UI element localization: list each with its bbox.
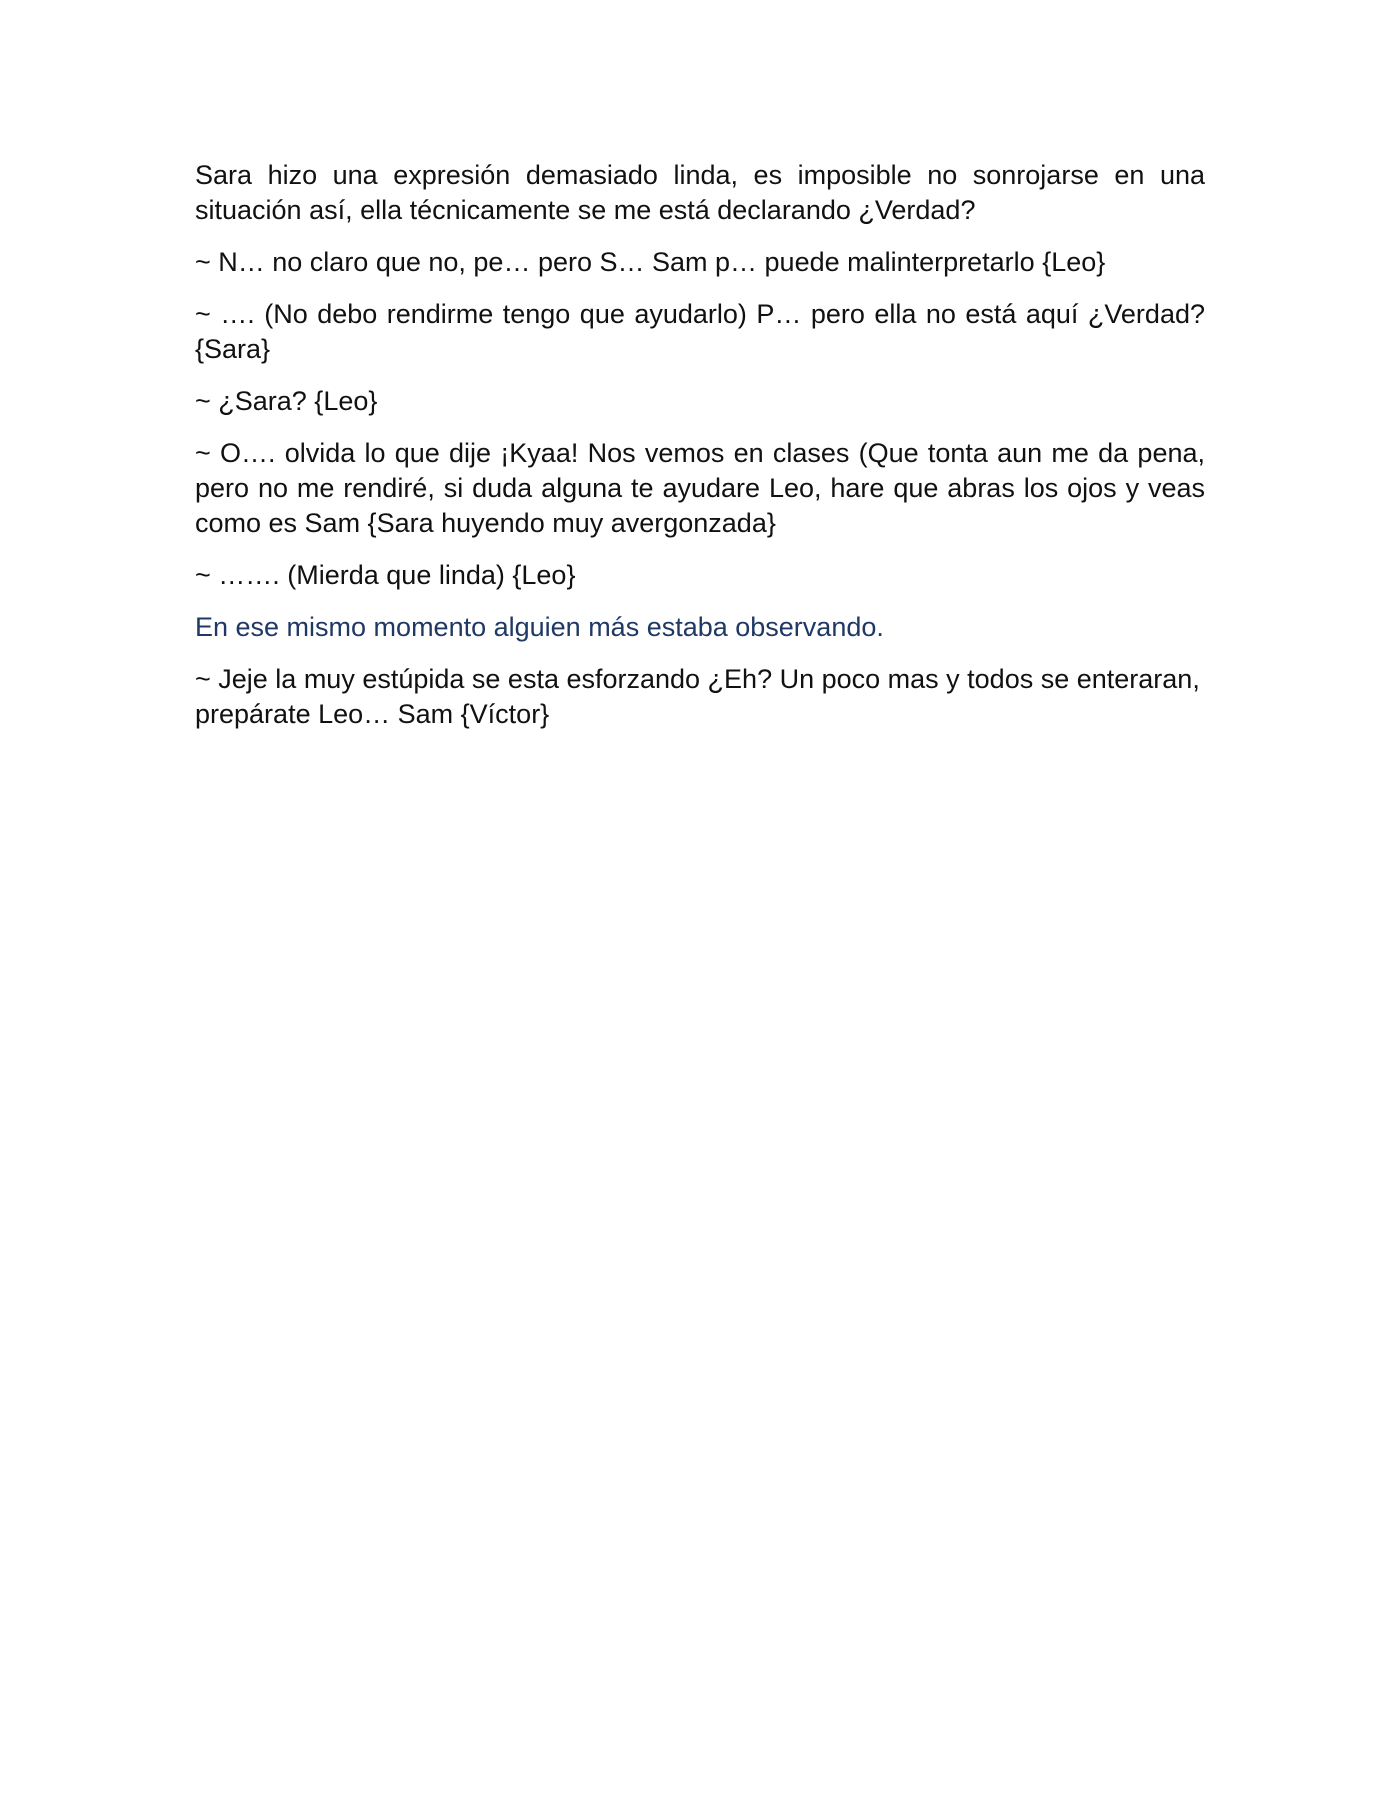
paragraph-dialogue-leo-2: ~ ¿Sara? {Leo} <box>195 386 378 416</box>
paragraph-dialogue-leo-3: ~ ……. (Mierda que linda) {Leo} <box>195 560 576 590</box>
document-body <box>195 158 1205 749</box>
paragraph-dialogue-sara-2: ~ O…. olvida lo que dije ¡Kyaa! Nos vemos en clases (Que tonta aun me da pena, pero no me rendiré, si duda alguna te ayudare Leo, hare que abras los ojos y veas como es Sam {Sara huyendo muy avergonzada} <box>195 438 1205 538</box>
paragraph-dialogue-victor: ~ Jeje la muy estúpida se esta esforzando ¿Eh? Un poco mas y todos se enteraran, prepárate Leo… Sam {Víctor} <box>195 664 1200 729</box>
paragraph-narration-1: Sara hizo una expresión demasiado linda, es imposible no sonrojarse en una situación así, ella técnicamente se me está declarando ¿Verdad? <box>195 160 1205 225</box>
paragraph-dialogue-sara-1: ~ …. (No debo rendirme tengo que ayudarlo) P… pero ella no está aquí ¿Verdad? {Sara} <box>195 299 1205 364</box>
paragraph-dialogue-leo-1: ~ N… no claro que no, pe… pero S… Sam p… puede malinterpretarlo {Leo} <box>195 247 1106 277</box>
paragraph-narration-2: En ese mismo momento alguien más estaba observando. <box>195 612 884 642</box>
